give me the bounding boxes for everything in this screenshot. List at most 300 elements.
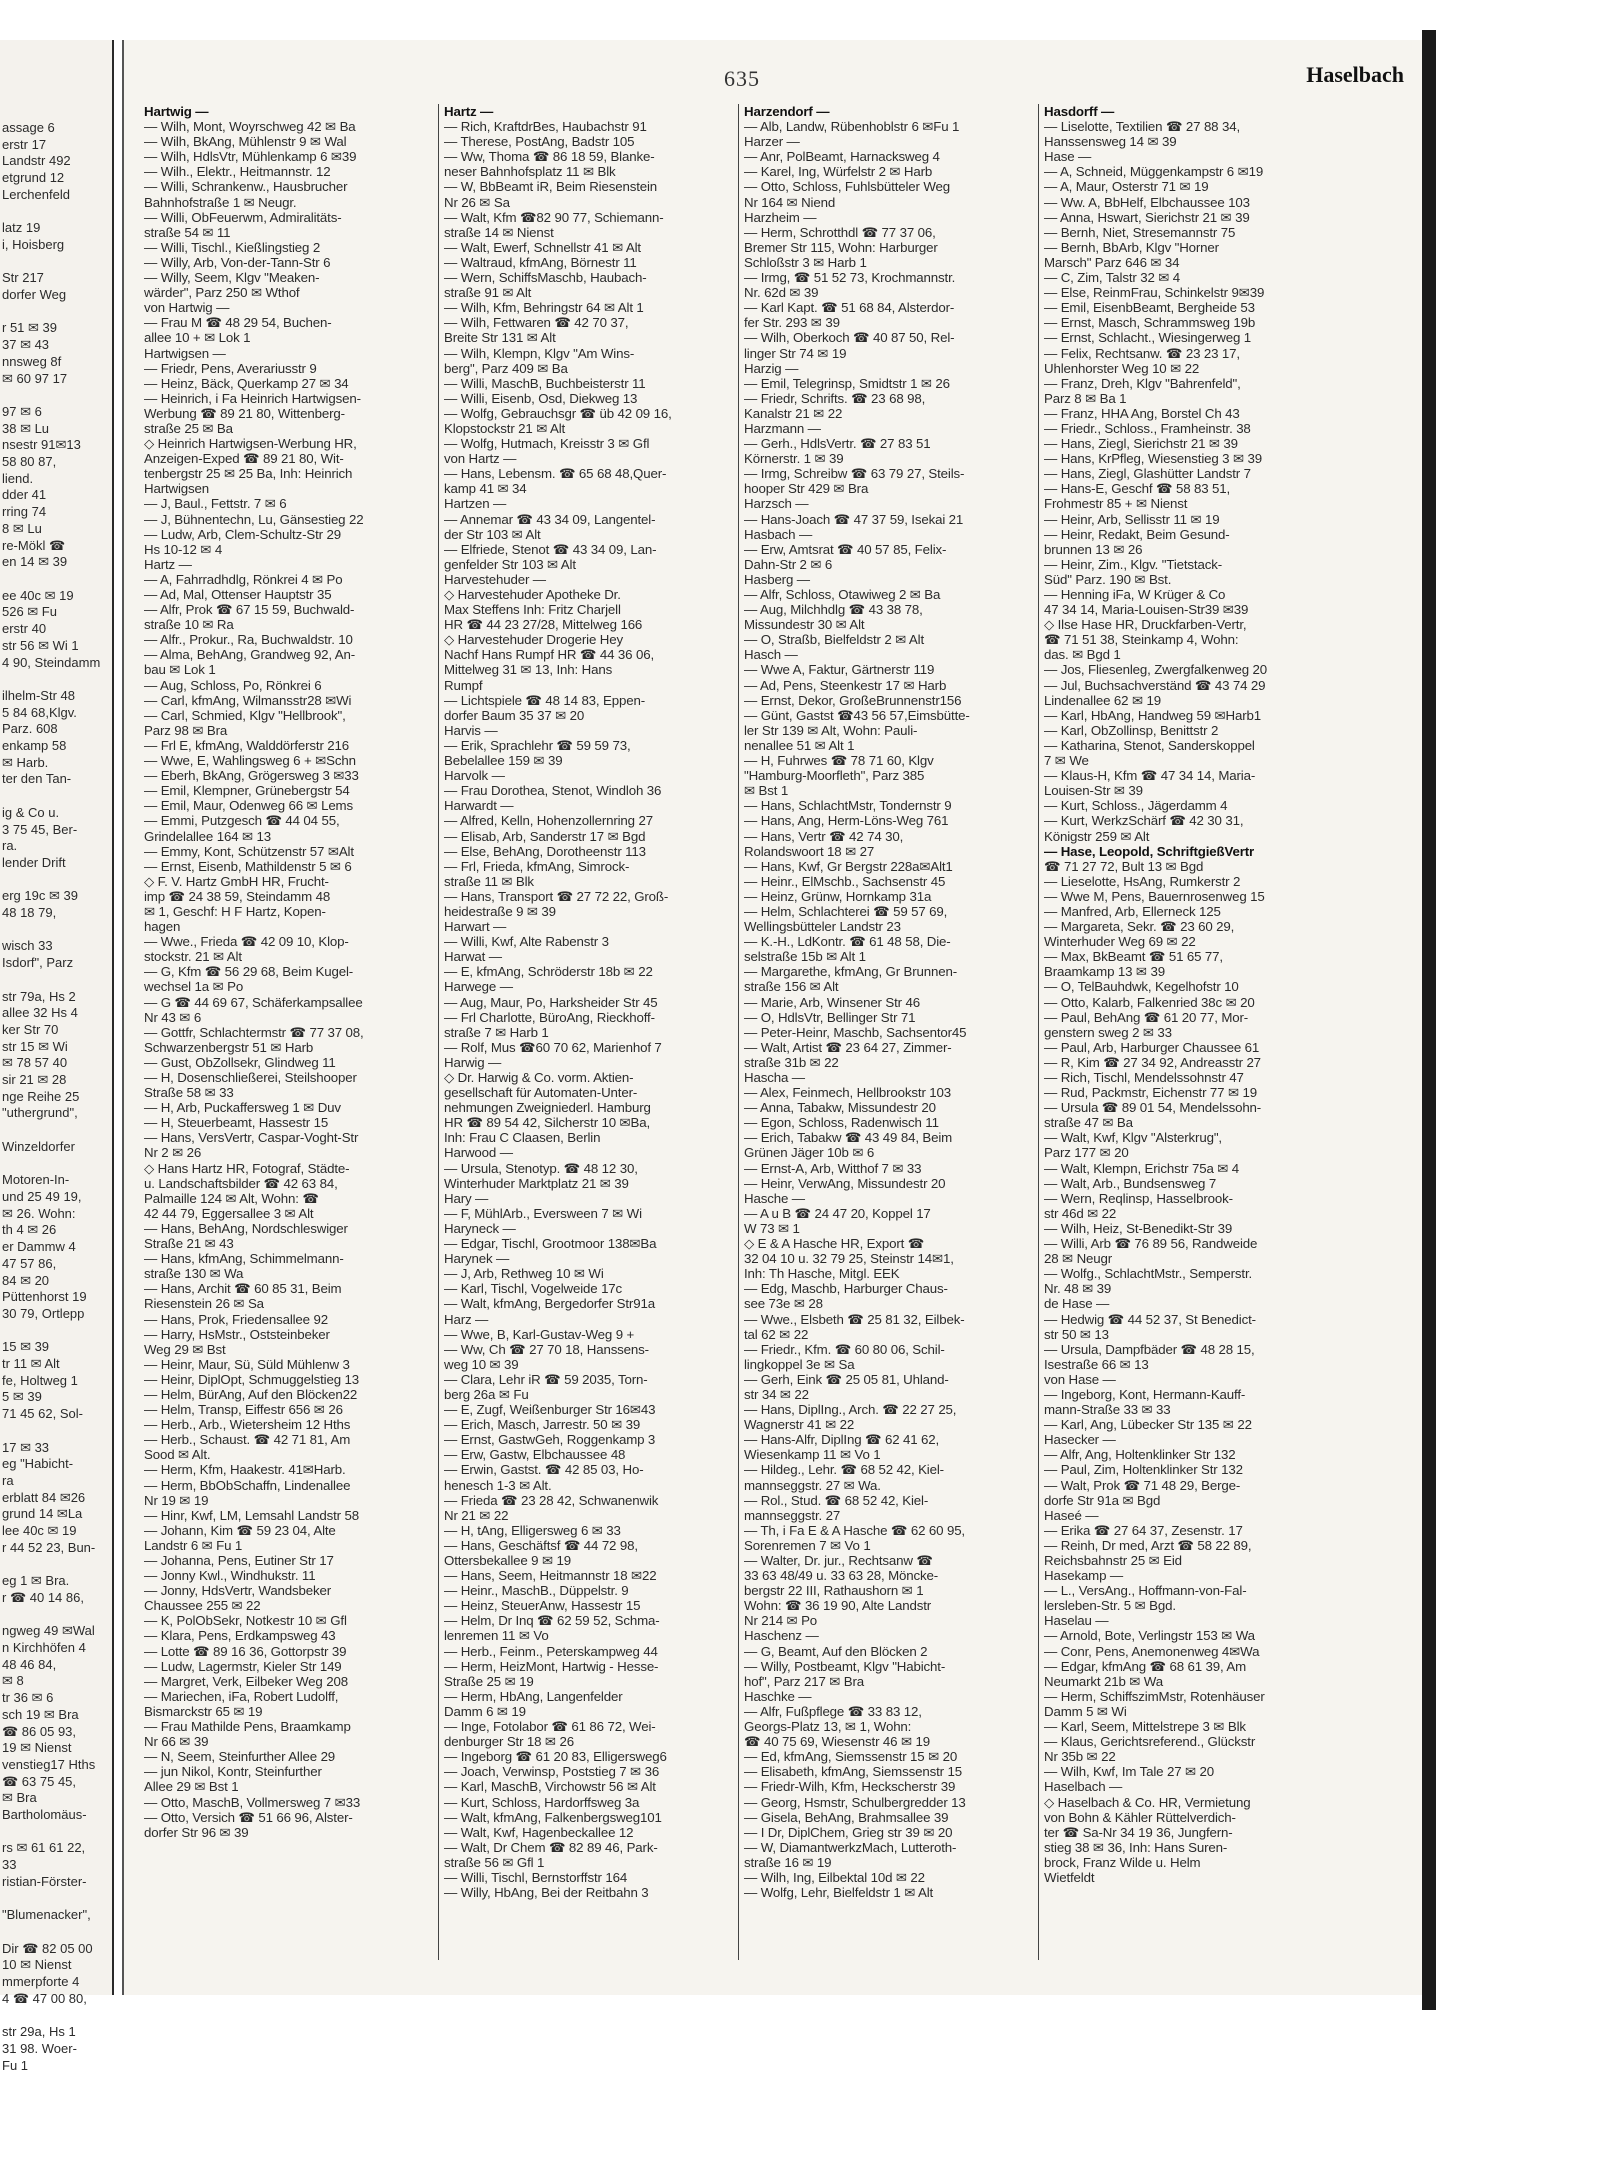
directory-entry-line: mannseggstr. 27 ✉ Wa. (744, 1477, 881, 1493)
directory-entry-line: Anzeigen-Exped ☎ 89 21 80, Wit- (144, 451, 344, 467)
directory-entry-line: Dahn-Str 2 ✉ 6 (744, 556, 833, 572)
directory-entry-line: — Rich, KraftdrBes, Haubachstr 91 (444, 119, 647, 135)
directory-entry-line: — Hans, Archit ☎ 60 85 31, Beim (144, 1281, 342, 1297)
directory-entry-line: — A, Schneid, Müggenkampstr 6 ✉19 (1044, 164, 1264, 180)
directory-entry-line: fer Str. 293 ✉ 39 (744, 315, 840, 331)
directory-entry-line: Haschke — (744, 1688, 812, 1704)
directory-entry-line: — Wilh, Heiz, St-Benedikt-Str 39 (1044, 1220, 1233, 1236)
directory-entry-line: Harwart — (444, 919, 507, 935)
directory-entry-line: straße 130 ✉ Wa (144, 1266, 244, 1282)
running-head: Haselbach (1306, 62, 1404, 87)
directory-entry-line: Hasch — (744, 647, 798, 663)
directory-entry-line: brunnen 13 ✉ 26 (1044, 541, 1143, 557)
previous-page-fragment: ig & Co u. (2, 804, 60, 820)
previous-page-fragment (2, 304, 108, 321)
directory-entry-line: — Hinr, Kwf, LM, Lemsahl Landstr 58 (144, 1507, 359, 1523)
previous-page-fragment: allee 32 Hs 4 (2, 1005, 78, 1021)
directory-entry-line: — Erwin, Gastst. ☎ 42 85 03, Ho- (444, 1462, 644, 1478)
directory-entry-line: — K.-H., LdKontr. ☎ 61 48 58, Die- (744, 934, 951, 950)
previous-page-fragment (2, 1323, 108, 1340)
directory-entry-line: — Paul, BehAng ☎ 61 20 77, Mor- (1044, 1009, 1249, 1025)
column-divider (438, 104, 439, 1960)
previous-page-text (2, 120, 108, 2074)
directory-entry-line: Königstr 259 ✉ Alt (1044, 828, 1150, 844)
directory-entry-line: — Gerh, Eink ☎ 25 05 81, Uhland- (744, 1371, 949, 1387)
previous-page-fragment: nge Reihe 25 (2, 1088, 80, 1104)
directory-entry-line: — G ☎ 44 69 67, Schäferkampsallee (144, 994, 363, 1010)
previous-page-fragment: 33 (2, 1857, 17, 1873)
directory-entry-line: — G, Beamt, Auf den Blöcken 2 (744, 1643, 928, 1659)
directory-entry-line: Haryneck — (444, 1220, 516, 1236)
directory-entry-line: HR ☎ 89 54 42, Silcherstr 10 ✉Ba, (444, 1115, 651, 1131)
directory-entry-line: — J, Arb, Rethweg 10 ✉ Wi (444, 1266, 604, 1282)
previous-page-fragment: 47 57 86, (2, 1255, 57, 1271)
directory-entry-line: — Hans, kfmAng, Schimmelmann- (144, 1251, 344, 1267)
previous-page-fragment (2, 1607, 108, 1624)
directory-entry-line: Winterhuder Marktplatz 21 ✉ 39 (444, 1175, 629, 1191)
previous-page-fragment (2, 2007, 108, 2024)
directory-entry-line: stieg 38 ✉ 36, Inh: Hans Suren- (1044, 1839, 1228, 1855)
directory-entry-line: dorfe Str 91a ✉ Bgd (1044, 1492, 1161, 1508)
directory-entry-line: 28 ✉ Neugr (1044, 1251, 1113, 1267)
previous-page-fragment: 10 ✉ Nienst (2, 1957, 72, 1973)
column-divider (1038, 104, 1039, 1960)
previous-page-fragment: etgrund 12 (2, 170, 65, 186)
directory-entry-line: Nr 2 ✉ 26 (144, 1145, 202, 1161)
previous-page-fragment (2, 671, 108, 688)
directory-entry-line: — Elisabeth, kfmAng, Siemssenstr 15 (744, 1764, 962, 1780)
directory-entry-line: — H, Steuerbeamt, Hassestr 15 (144, 1115, 329, 1131)
directory-entry-line: — Klaus-H, Kfm ☎ 47 34 14, Maria- (1044, 768, 1256, 784)
directory-entry-line: — Franz, HHA Ang, Borstel Ch 43 (1044, 405, 1240, 421)
previous-page-fragment: ee 40c ✉ 19 (2, 587, 74, 603)
directory-entry-line: ◇ E & A Hasche HR, Export ☎ (744, 1236, 925, 1252)
previous-page-fragment: 48 18 79, (2, 905, 57, 921)
directory-entry-line: — Katharina, Stenot, Sanderskoppel (1044, 737, 1255, 753)
directory-entry-line: — Hans, Vertr ☎ 42 74 30, (744, 828, 904, 844)
directory-entry-line: Grindelallee 164 ✉ 13 (144, 828, 272, 844)
directory-entry-line: — Ursula, Dampfbäder ☎ 48 28 15, (1044, 1341, 1255, 1357)
directory-entry-line: Hasbach — (744, 526, 813, 542)
directory-entry-line: Weg 29 ✉ Bst (144, 1341, 226, 1357)
directory-entry-line: — Hans-Alfr, DiplIng ☎ 62 41 62, (744, 1432, 940, 1448)
previous-page-fragment: ilhelm-Str 48 (2, 687, 75, 703)
directory-entry-line: Körnerstr. 1 ✉ 39 (744, 451, 844, 467)
directory-entry-line: — Hans, VersVertr, Caspar-Voght-Str (144, 1130, 359, 1146)
directory-entry-line: Hartz — (144, 556, 192, 572)
directory-entry-line: — Wern, SchiffsMaschb, Haubach- (444, 270, 647, 286)
directory-entry-line: — Wilh., Elektr., Heitmannstr. 12 (144, 164, 331, 180)
directory-entry-line: wechsel 1a ✉ Po (144, 979, 244, 995)
directory-entry-line: von Hartz — (444, 451, 517, 467)
directory-entry-line: — Otto, MaschB, Vollmersweg 7 ✉33 (144, 1794, 361, 1810)
directory-entry-line: 32 04 10 u. 32 79 25, Steinstr 14✉1, (744, 1251, 954, 1267)
previous-page-fragment: erstr 40 (2, 621, 47, 637)
directory-entry-line: — Walt, kfmAng, Falkenbergsweg101 (444, 1809, 662, 1825)
directory-entry-line: — Ww, Ch ☎ 27 70 18, Hanssens- (444, 1341, 649, 1357)
directory-entry-line: — Edgar, Tischl, Grootmoor 138✉Ba (444, 1236, 657, 1252)
directory-entry-line: — Karl, Seem, Mittelstrepe 3 ✉ Blk (1044, 1719, 1246, 1735)
directory-entry-line: — Hans, DiplIng., Arch. ☎ 22 27 25, (744, 1402, 957, 1418)
directory-entry-line: Uhlenhorster Weg 10 ✉ 22 (1044, 360, 1200, 376)
directory-entry-line: Riesenstein 26 ✉ Sa (144, 1296, 264, 1312)
directory-entry-line: — Günt, Gastst ☎43 56 57,Eimsbütte- (744, 707, 970, 723)
previous-page-fragment: lee 40c ✉ 19 (2, 1523, 77, 1539)
directory-entry-line: — Paul, Zim, Holtenklinker Str 132 (1044, 1462, 1243, 1478)
directory-entry-line: — Erik, Sprachlehr ☎ 59 59 73, (444, 737, 631, 753)
previous-page-fragment (2, 1824, 108, 1841)
directory-entry-line: — Ludw, Arb, Clem-Schultz-Str 29 (144, 526, 341, 542)
directory-entry-line: Hasecker — (1044, 1432, 1116, 1448)
previous-page-fragment: 38 ✉ Lu (2, 420, 50, 436)
directory-entry-line: — Alb, Landw, Rübenhoblstr 6 ✉Fu 1 (744, 119, 960, 135)
directory-entry-line: berg 26a ✉ Fu (444, 1386, 529, 1402)
previous-page-fragment: lender Drift (2, 854, 66, 870)
directory-entry-line: — Ernst, GastwGeh, Roggenkamp 3 (444, 1432, 656, 1448)
directory-entry-line: — Wilh, HdlsVtr, Mühlenkamp 6 ✉39 (144, 149, 357, 165)
directory-entry-line: ✉ 1, Geschf: H F Hartz, Kopen- (144, 903, 326, 919)
directory-entry-line: gesellschaft für Automaten-Unter- (444, 1085, 638, 1101)
directory-entry-line: ◇ Harvestehuder Drogerie Hey (444, 632, 623, 648)
directory-entry-line: — Heinr, Arb, Sellisstr 11 ✉ 19 (1044, 511, 1220, 527)
directory-entry-line: Damm 6 ✉ 19 (444, 1703, 526, 1719)
directory-entry-line: — Aug, Schloss, Po, Rönkrei 6 (144, 677, 322, 693)
previous-page-fragment: 97 ✉ 6 (2, 403, 42, 419)
directory-entry-line: — Herb., Schaust. ☎ 42 71 81, Am (144, 1432, 351, 1448)
previous-page-fragment: mmerpforte 4 (2, 1974, 80, 1990)
directory-entry-line: — Willi, ObFeuerwm, Admiralitäts- (144, 209, 342, 225)
directory-entry-line: lersleben-Str. 5 ✉ Bgd. (1044, 1598, 1176, 1614)
directory-entry-line: — Irmg, ☎ 51 52 73, Krochmannstr. (744, 270, 956, 286)
directory-entry-line: Haselbach — (1044, 1779, 1123, 1795)
directory-entry-line: tal 62 ✉ 22 (744, 1326, 809, 1342)
directory-page (122, 40, 1424, 1995)
entries-column-1 (144, 104, 428, 1964)
directory-entry-line: — Margarethe, kfmAng, Gr Brunnen- (744, 964, 958, 980)
directory-entry-line: — Hans, Ziegl, Glashütter Landstr 7 (1044, 466, 1251, 482)
directory-entry-line: — Ingeborg ☎ 61 20 83, Elligersweg6 (444, 1749, 667, 1765)
directory-entry-line: — Walt, kfmAng, Bergedorfer Str91a (444, 1296, 655, 1312)
directory-entry-line: — Ww. A, BbHelf, Elbchaussee 103 (1044, 194, 1250, 210)
directory-entry-line: Haselau — (1044, 1613, 1109, 1629)
directory-entry-line: — Willy, Postbeamt, Klgv "Habicht- (744, 1658, 946, 1674)
directory-entry-line: — K, PolObSekr, Notkestr 10 ✉ Gfl (144, 1613, 347, 1629)
directory-entry-line: Straße 21 ✉ 43 (144, 1236, 234, 1252)
previous-page-fragment (2, 1924, 108, 1941)
previous-page-fragment (2, 1423, 108, 1440)
directory-entry-line: — Frieda ☎ 23 28 42, Schwanenwik (444, 1492, 659, 1508)
previous-page-fragment: r 51 ✉ 39 (2, 320, 57, 336)
directory-entry-line: — Aug, Milchhdlg ☎ 43 38 78, (744, 602, 923, 618)
previous-page-fragment: i, Hoisberg (2, 236, 65, 252)
directory-entry-line: — Wwe M, Pens, Bauernrosenweg 15 (1044, 888, 1265, 904)
directory-entry-line: — Hans, Prok, Friedensallee 92 (144, 1311, 328, 1327)
directory-entry-line: von Hartwig — (144, 300, 230, 316)
directory-entry-line: — Mariechen, iFa, Robert Ludolff, (144, 1688, 339, 1704)
previous-page-fragment: str 56 ✉ Wi 1 (2, 637, 79, 653)
directory-entry-line: — Alfr., Prokur., Ra, Buchwaldstr. 10 (144, 632, 353, 648)
directory-entry-line: — C, Zim, Talstr 32 ✉ 4 (1044, 270, 1181, 286)
previous-page-fragment: ker Str 70 (2, 1021, 59, 1037)
directory-entry-line: — Manfred, Arb, Ellerneck 125 (1044, 903, 1221, 919)
directory-entry-line: stockstr. 21 ✉ Alt (144, 949, 242, 965)
directory-entry-line: Mittelweg 31 ✉ 13, Inh: Hans (444, 662, 613, 678)
directory-entry-line: ☎ 40 75 69, Wiesenstr 46 ✉ 19 (744, 1734, 930, 1750)
directory-entry-line: — Wwe A, Faktur, Gärtnerstr 119 (744, 662, 935, 678)
previous-page-fragment: erblatt 84 ✉26 (2, 1489, 86, 1505)
directory-entry-line: — Jos, Fliesenleg, Zwergfalkenweg 20 (1044, 662, 1267, 678)
directory-entry-line: Grünen Jäger 10b ✉ 6 (744, 1145, 875, 1161)
directory-entry-line: — Herb., Arb., Wietersheim 12 Hths (144, 1417, 351, 1433)
directory-entry-line: — Herm, SchiffszimMstr, Rotenhäuser (1044, 1688, 1265, 1704)
directory-entry-line: von Hase — (1044, 1371, 1116, 1387)
directory-entry-line: neser Bahnhofsplatz 11 ✉ Blk (444, 164, 616, 180)
directory-entry-line: berg", Parz 409 ✉ Ba (444, 360, 568, 376)
directory-entry-line: — Walt, Klempn, Erichstr 75a ✉ 4 (1044, 1160, 1240, 1176)
directory-entry-line: — Ernst, Schlacht., Wiesingerweg 1 (1044, 330, 1251, 346)
directory-entry-line: — Friedr-Wilh, Kfm, Heckscherstr 39 (744, 1779, 956, 1795)
directory-entry-line: — Erich, Tabakw ☎ 43 49 84, Beim (744, 1130, 953, 1146)
directory-entry-line: — Rich, Tischl, Mendelssohnstr 47 (1044, 1070, 1244, 1085)
previous-page-fragment: ✉ 26. Wohn: (2, 1205, 76, 1221)
directory-entry-line: — J, Baul., Fettstr. 7 ✉ 6 (144, 496, 287, 512)
directory-entry-line: straße 7 ✉ Harb 1 (444, 1024, 549, 1040)
previous-page-fragment: liend. (2, 470, 34, 486)
directory-entry-line: "Hamburg-Moorfleth", Parz 385 (744, 768, 925, 784)
previous-page-fragment: tr 11 ✉ Alt (2, 1356, 60, 1372)
directory-entry-line: ◇ Haselbach & Co. HR, Vermietung (1044, 1794, 1251, 1810)
directory-entry-line: hooper Str 429 ✉ Bra (744, 481, 869, 497)
directory-entry-line: wärder", Parz 250 ✉ Wthof (144, 285, 300, 301)
entries-column-2 (444, 104, 728, 1964)
directory-entry-line: — Helm, Dr Inq ☎ 62 59 52, Schma- (444, 1613, 660, 1629)
directory-entry-line: — Wilh, Ing, Eilbektal 10d ✉ 22 (744, 1869, 925, 1885)
directory-entry-line: — Friedr., Kfm. ☎ 60 80 06, Schil- (744, 1341, 945, 1357)
directory-entry-line: Rumpf (444, 677, 483, 693)
directory-entry-line: — Heinz, SteuerAnw, Hassestr 15 (444, 1598, 641, 1614)
directory-entry-line: — Walt, Artist ☎ 23 64 27, Zimmer- (744, 1039, 952, 1055)
directory-entry-line: straße 56 ✉ Gfl 1 (444, 1854, 545, 1870)
directory-entry-line: — Willy, HbAng, Bei der Reitbahn 3 (444, 1885, 649, 1901)
directory-entry-line: — Hans, Geschäftsf ☎ 44 72 98, (444, 1537, 638, 1553)
directory-entry-line: str 46d ✉ 22 (1044, 1205, 1117, 1221)
previous-page-fragment: str 15 ✉ Wi (2, 1038, 68, 1054)
previous-page-fragment (2, 922, 108, 939)
previous-page-fragment: ✉ 60 97 17 (2, 370, 68, 386)
directory-entry-line: — Liselotte, Textilien ☎ 27 88 34, (1044, 119, 1241, 135)
directory-entry-line: — Willi, Schrankenw., Hausbrucher (144, 179, 348, 195)
directory-entry-line: Nachf Hans Rumpf HR ☎ 44 36 06, (444, 647, 654, 663)
directory-entry-line: — Karl, Tischl, Vogelweide 17c (444, 1281, 623, 1297)
directory-entry-line: Klopstockstr 21 ✉ Alt (444, 420, 566, 436)
directory-entry-line: Marsch" Parz 646 ✉ 34 (1044, 254, 1180, 270)
directory-entry-line: Neumarkt 21b ✉ Wa (1044, 1673, 1163, 1689)
previous-page-fragment (2, 1122, 108, 1139)
directory-entry-line: Frohmestr 85 + ✉ Nienst (1044, 496, 1188, 512)
directory-entry-line: — Helm, Schlachterei ☎ 59 57 69, (744, 903, 948, 919)
directory-entry-line: — Rolf, Mus ☎60 70 62, Marienhof 7 (444, 1039, 662, 1055)
directory-entry-line: — Hans, Seem, Heitmannstr 18 ✉22 (444, 1568, 657, 1584)
directory-entry-line: Nr 214 ✉ Po (744, 1613, 818, 1629)
previous-page-fragment: 3 75 45, Ber- (2, 821, 78, 837)
directory-entry-line: — Willi, Eisenb, Osd, Diekweg 13 (444, 390, 638, 406)
previous-page-fragment: 17 ✉ 33 (2, 1439, 50, 1455)
directory-entry-line: Hanssensweg 14 ✉ 39 (1044, 134, 1177, 150)
directory-entry-line: — Otto, Kalarb, Falkenried 38c ✉ 20 (1044, 994, 1255, 1010)
directory-entry-line: — R, Kim ☎ 27 34 92, Andreasstr 27 (1044, 1054, 1261, 1070)
directory-entry-line: ◇ F. V. Hartz GmbH HR, Frucht- (144, 873, 329, 889)
directory-entry-line: — Ernst, Eisenb, Mathildenstr 5 ✉ 6 (144, 858, 352, 874)
directory-entry-line: selstraße 15b ✉ Alt 1 (744, 949, 866, 965)
directory-entry-line: — Gottfr, Schlachtermstr ☎ 77 37 08, (144, 1024, 364, 1040)
directory-entry-line: — Ernst, Masch, Schrammsweg 19b (1044, 315, 1256, 331)
previous-page-fragment: 19 ✉ Nienst (2, 1740, 72, 1756)
directory-entry-line: — Wwe., Frieda ☎ 42 09 10, Klop- (144, 934, 349, 950)
previous-page-fragment: "uthergrund", (2, 1105, 78, 1121)
directory-entry-line: Nr 35b ✉ 22 (1044, 1749, 1116, 1765)
directory-entry-line: genstern sweg 2 ✉ 33 (1044, 1024, 1172, 1040)
previous-page-fragment: sir 21 ✉ 28 (2, 1072, 67, 1088)
previous-page-fragment: nnsweg 8f (2, 353, 62, 369)
previous-page-fragment: Bartholomäus- (2, 1807, 87, 1823)
directory-entry-line: — Emmy, Kont, Schützenstr 57 ✉Alt (144, 843, 354, 859)
directory-entry-line: Hartwigsen — (144, 345, 226, 361)
directory-entry-line: — Ernst, Dekor, GroßeBrunnenstr156 (744, 692, 962, 708)
directory-entry-line: — Lotte ☎ 89 16 36, Gottorpstr 39 (144, 1643, 347, 1659)
directory-entry-line: HR ☎ 44 23 27/28, Mittelweg 166 (444, 617, 643, 633)
directory-entry-line: — Edg, Maschb, Harburger Chaus- (744, 1281, 948, 1297)
directory-entry-line: — Heinr., MaschB., Düppelstr. 9 (444, 1583, 629, 1599)
directory-entry-line: — Willi, Arb ☎ 76 89 56, Randweide (1044, 1236, 1258, 1252)
directory-entry-line: — Wolfg, Gebrauchsgr ☎ üb 42 09 16, (444, 405, 672, 421)
directory-entry-line: Harwardt — (444, 798, 514, 814)
directory-entry-line: Haseé — (1044, 1507, 1099, 1523)
directory-entry-line: — Ad, Pens, Steenkestr 17 ✉ Harb (744, 677, 947, 693)
directory-entry-line: — O, TelBauhdwk, Kegelhofstr 10 (1044, 979, 1239, 995)
previous-page-fragment: dder 41 (2, 487, 47, 503)
directory-entry-line: Inh: Th Hasche, Mitgl. EEK (744, 1266, 900, 1282)
directory-entry-line: Hary — (444, 1190, 489, 1206)
directory-entry-line: Harzheim — (744, 209, 817, 225)
directory-entry-line: bau ✉ Lok 1 (144, 662, 216, 678)
directory-entry-line: Louisen-Str ✉ 39 (1044, 783, 1143, 799)
previous-page-fragment: 5 ✉ 39 (2, 1389, 42, 1405)
directory-entry-line: dorfer Baum 35 37 ✉ 20 (444, 707, 585, 723)
previous-page-fragment: sch 19 ✉ Bra (2, 1706, 79, 1722)
directory-entry-line: — Emil, Klempner, Grünebergstr 54 (144, 783, 350, 799)
directory-entry-line: — Herm, Schrotthdl ☎ 77 37 06, (744, 224, 936, 240)
directory-entry-line: — Felix, Rechtsanw. ☎ 23 23 17, (1044, 345, 1240, 361)
previous-page-fragment: erg 19c ✉ 39 (2, 888, 78, 904)
directory-entry-line: — Harry, HsMstr., Oststeinbeker (144, 1326, 330, 1342)
directory-entry-line: — F, MühlArb., Eversween 7 ✉ Wi (444, 1205, 642, 1221)
directory-entry-line: — Jul, Buchsachverständ ☎ 43 74 29 (1044, 677, 1266, 693)
directory-entry-line: Harwig — (444, 1054, 502, 1070)
previous-page-fragment: 4 ☎ 47 00 80, (2, 1990, 87, 2006)
directory-entry-line: — Annemar ☎ 43 34 09, Langentel- (444, 511, 656, 527)
previous-page-fragment (2, 972, 108, 989)
directory-entry-line: — Herm, Kfm, Haakestr. 41✉Harb. (144, 1462, 346, 1478)
previous-page-fragment: tr 36 ✉ 6 (2, 1690, 54, 1706)
directory-entry-line: Hasche — (744, 1190, 805, 1206)
directory-entry-line: Hase — (1044, 149, 1092, 165)
directory-entry-line: straße 47 ✉ Ba (1044, 1115, 1133, 1131)
directory-entry-line: Werbung ☎ 89 21 80, Wittenberg- (144, 405, 345, 421)
directory-entry-line: — Erw, Gastw, Elbchaussee 48 (444, 1447, 626, 1463)
directory-entry-line: — Helm, BürAng, Auf den Blöcken22 (144, 1386, 358, 1402)
directory-entry-line: — Gisela, BehAng, Brahmsallee 39 (744, 1809, 949, 1825)
directory-entry-line: — Else, BehAng, Dorotheenstr 113 (444, 843, 646, 859)
directory-entry-line: Wiesenkamp 11 ✉ Vo 1 (744, 1447, 881, 1463)
directory-entry-line: hagen (144, 919, 181, 935)
directory-entry-line: — E, Zugf, Weißenburger Str 16✉43 (444, 1402, 656, 1418)
directory-entry-line: von Bohn & Kähler Rüttelverdich- (1044, 1809, 1236, 1825)
previous-page-fragment: ra (2, 1472, 14, 1488)
previous-page-fragment: ristian-Förster- (2, 1873, 87, 1889)
entries-column-4 (1044, 104, 1328, 1964)
directory-entry-line: Nr 66 ✉ 39 (144, 1734, 209, 1750)
directory-entry-line: — Emil, Maur, Odenweg 66 ✉ Lems (144, 798, 353, 814)
directory-entry-line: str 50 ✉ 13 (1044, 1326, 1109, 1342)
directory-entry-line: Wagnerstr 41 ✉ 22 (744, 1417, 855, 1433)
directory-entry-line: Chaussee 255 ✉ 22 (144, 1598, 261, 1614)
directory-entry-line: — Hans, KrPfleg, Wiesenstieg 3 ✉ 39 (1044, 451, 1262, 467)
previous-page-fragment: ☎ 63 75 45, (2, 1773, 77, 1789)
directory-entry-line: — Franz, Dreh, Klgv "Bahrenfeld", (1044, 375, 1241, 391)
directory-entry-line: 47 34 14, Maria-Louisen-Str39 ✉39 (1044, 602, 1249, 618)
directory-entry-line: Parz 8 ✉ Ba 1 (1044, 390, 1127, 406)
directory-entry-line: Harynek — (444, 1251, 510, 1267)
directory-entry-line: — Waltraud, kfmAng, Börnestr 11 (444, 254, 637, 270)
directory-entry-line: — Hans, Kwf, Gr Bergstr 228a✉Alt1 (744, 858, 953, 874)
directory-entry-line: Kanalstr 21 ✉ 22 (744, 405, 843, 421)
previous-page-fragment (2, 1156, 108, 1173)
directory-entry-line: — Herm, BbObSchaffn, Lindenallee (144, 1477, 351, 1493)
directory-entry-line: — Egon, Schloss, Radenwisch 11 (744, 1115, 939, 1131)
directory-entry-line: — Max, BkBeamt ☎ 51 65 77, (1044, 949, 1223, 965)
previous-page-fragment: r ☎ 40 14 86, (2, 1589, 84, 1605)
previous-page-fragment: grund 14 ✉La (2, 1506, 83, 1522)
previous-page-fragment: "Blumenacker", (2, 1907, 91, 1923)
directory-entry-line: — Johann, Kim ☎ 59 23 04, Alte (144, 1522, 336, 1538)
directory-entry-line: ◇ Heinrich Hartwigsen-Werbung HR, (144, 436, 357, 452)
previous-page-fragment: eg "Habicht- (2, 1456, 74, 1472)
directory-entry-line: — Hans-E, Geschf ☎ 58 83 51, (1044, 481, 1231, 497)
directory-entry-line: — Conr, Pens, Anemonenweg 4✉Wa (1044, 1643, 1260, 1659)
directory-entry-line: — Frl E, kfmAng, Walddörferstr 216 (144, 737, 350, 753)
directory-entry-line: Reichsbahnstr 25 ✉ Eid (1044, 1553, 1182, 1568)
directory-entry-line: — Hans, SchlachtMstr, Tondernstr 9 (744, 798, 952, 814)
previous-page-fragment: str 79a, Hs 2 (2, 988, 76, 1004)
directory-entry-line: — Walt, Ewerf, Schnellstr 41 ✉ Alt (444, 239, 641, 255)
directory-entry-line: — Aug, Maur, Po, Harksheider Str 45 (444, 994, 658, 1010)
previous-page-fragment (2, 387, 108, 404)
directory-entry-line: — Willi, MaschB, Buchbeisterstr 11 (444, 375, 646, 391)
directory-entry-line: Breite Str 131 ✉ Alt (444, 330, 556, 346)
directory-entry-line: — Wilh, Kwf, Im Tale 27 ✉ 20 (1044, 1764, 1215, 1780)
directory-entry-line: — Lieselotte, HsAng, Rumkerstr 2 (1044, 873, 1241, 889)
directory-entry-line: Wietfeldt (1044, 1869, 1095, 1885)
directory-entry-line: — Elfriede, Stenot ☎ 43 34 09, Lan- (444, 541, 657, 557)
directory-entry-line: — Alex, Feinmech, Hellbrookstr 103 (744, 1085, 952, 1101)
directory-entry-line: — Frau M ☎ 48 29 54, Buchen- (144, 315, 332, 331)
directory-entry-line: — Hans, Ang, Herm-Löns-Weg 761 (744, 813, 949, 829)
page-header (124, 50, 1424, 90)
directory-entry-line: — G, Kfm ☎ 56 29 68, Beim Kugel- (144, 964, 354, 980)
directory-entry-line: straße 14 ✉ Nienst (444, 224, 554, 240)
directory-entry-line: — Ingeborg, Kont, Hermann-Kauff- (1044, 1386, 1246, 1402)
surname-heading: Hasdorff — (1044, 104, 1115, 119)
